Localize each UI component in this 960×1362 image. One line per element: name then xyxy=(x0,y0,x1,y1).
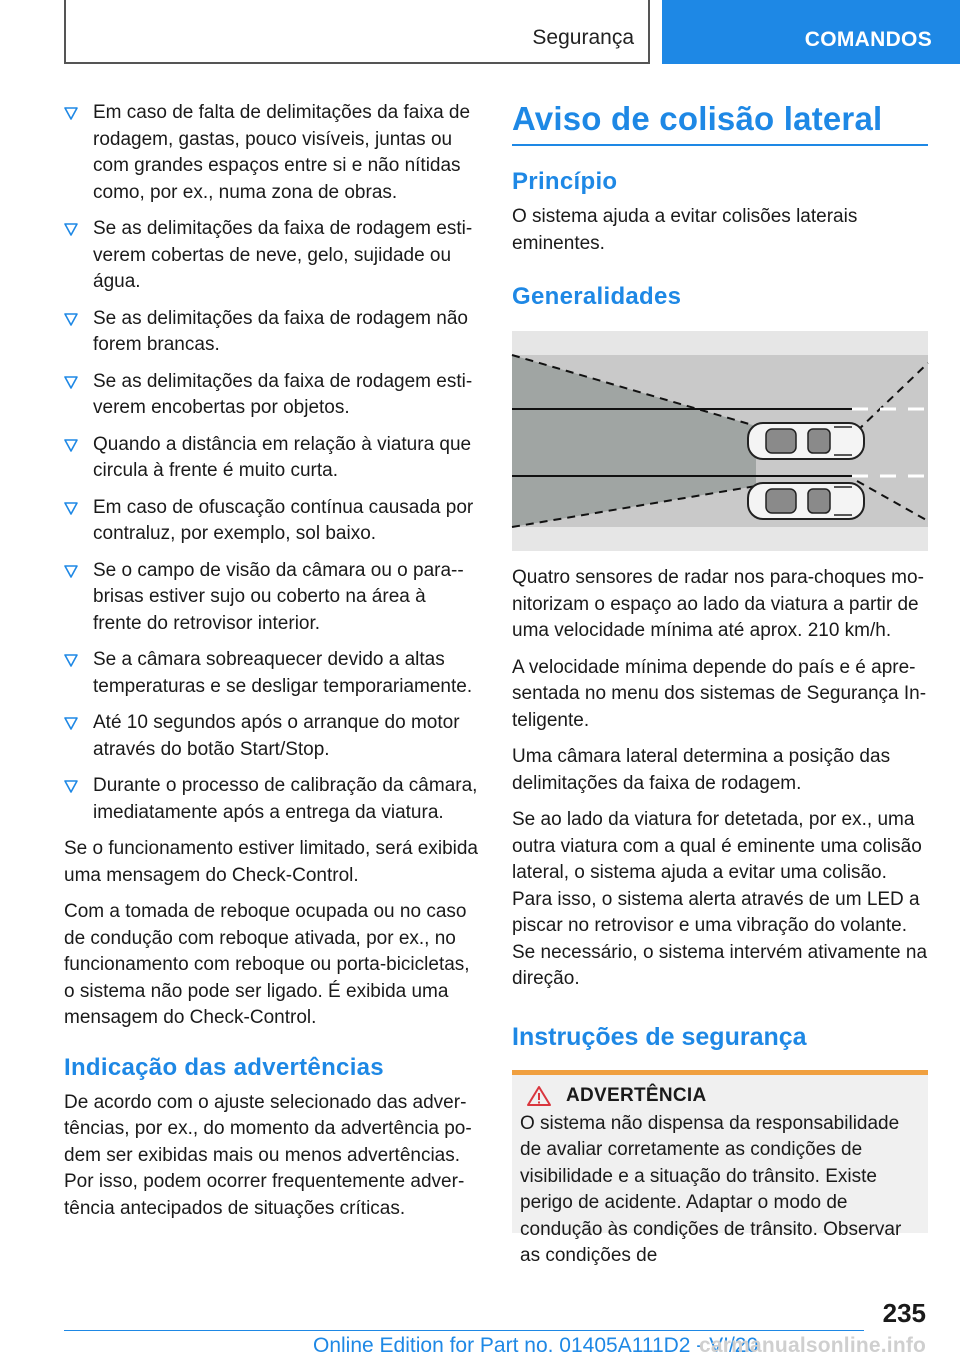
bullet-triangle-icon xyxy=(64,439,78,452)
warning-text: O sistema não dispensa da responsabilidade de avaliar corretamente as condições de visibilidade e a situação do trânsito. Existe perigo de acidente. Adaptar o modo de condução às condições de trânsito. Observar as condições de xyxy=(520,1112,902,1266)
list-item xyxy=(64,558,478,638)
list-item-text: Se as delimitações da faixa de rodagem não forem brancas. xyxy=(93,307,468,355)
watermark: carmanualsonline.info xyxy=(699,1334,927,1357)
bullet-triangle-icon xyxy=(64,565,78,578)
list-item-text: Se o campo de visão da câmara ou o para-‐brisas estiver sujo ou coberto na área à frente do retrovisor interior. xyxy=(93,559,464,634)
warning-title: ADVERTÊNCIA xyxy=(566,1084,707,1106)
left-column xyxy=(64,100,478,1232)
car-lower xyxy=(748,483,864,519)
list-item-text: Se as delimitações da faixa de rodagem estiverem cobertas de neve, gelo, sujidade ou água. xyxy=(93,218,473,292)
section-title: Aviso de colisão lateral xyxy=(512,100,928,146)
page-number: 235 xyxy=(882,1298,926,1328)
list-item xyxy=(64,432,478,485)
bullet-triangle-icon xyxy=(64,780,78,793)
principle-paragraph: O sistema ajuda a evitar colisões laterais eminentes. xyxy=(512,206,858,254)
header-chapter-tab[interactable] xyxy=(662,0,960,64)
bullet-triangle-icon xyxy=(64,107,78,120)
bullet-triangle-icon xyxy=(64,502,78,515)
right-column xyxy=(512,100,928,1266)
header-section-title: Segurança xyxy=(532,26,634,49)
bullet-triangle-icon xyxy=(64,313,78,326)
radar-paragraph: Quatro sensores de radar nos para-choques monitorizam o espaço ao lado da viatura a partir de uma velocidade mínima até aprox. 210 km/h. xyxy=(512,567,924,641)
list-item xyxy=(64,100,478,206)
list-item xyxy=(64,495,478,548)
collision-paragraph: Se ao lado da viatura for detetada, por ex., uma outra viatura com a qual é eminente uma colisão lateral, o sistema ajuda a evitar uma colisão. Para isso, o sistema alerta através de um LED a piscar no retrovisor e uma vibração do volante. Se necessário, o sistema intervém ativamente na direção. xyxy=(512,809,928,989)
list-item xyxy=(64,773,478,826)
warnings-paragraph: De acordo com o ajuste selecionado das advertências, por ex., do momento da advertência podem ser exibidas mais ou menos advertências. Por isso, podem ocorrer frequentemente advertência antecipados de situações críticas. xyxy=(64,1091,472,1219)
bullet-triangle-icon xyxy=(64,376,78,389)
header-section-box xyxy=(64,0,650,64)
speed-paragraph: A velocidade mínima depende do país e é apresentada no menu dos sistemas de Segurança Inteligente. xyxy=(512,656,927,731)
principle-heading: Princípio xyxy=(512,168,618,195)
header-chapter-label: COMANDOS xyxy=(804,28,932,51)
footer-rule xyxy=(64,1330,864,1331)
list-item-text: Até 10 segundos após o arranque do motor através do botão Start/Stop. xyxy=(93,712,460,760)
bullet-triangle-icon xyxy=(64,717,78,730)
safety-heading: Instruções de segurança xyxy=(512,1022,807,1051)
list-item-text: Se a câmara sobreaquecer devido a altas temperaturas e se desligar temporariamente. xyxy=(93,649,473,697)
list-item xyxy=(64,216,478,296)
bullet-triangle-icon xyxy=(64,223,78,236)
list-item xyxy=(64,369,478,422)
general-heading: Generalidades xyxy=(512,283,682,310)
list-item-text: Se as delimitações da faixa de rodagem estiverem encobertas por objetos. xyxy=(93,370,473,418)
list-item xyxy=(64,710,478,763)
list-item-text: Em caso de falta de delimitações da faixa de rodagem, gastas, pouco visíveis, juntas ou com grandes espaços entre si e não nítidas como, por ex., numa zona de obras. xyxy=(93,102,471,203)
warning-title-row xyxy=(520,1085,920,1107)
list-item-text: Quando a distância em relação à viatura que circula à frente é muito curta. xyxy=(93,433,472,481)
car-upper xyxy=(748,423,864,459)
camera-paragraph: Uma câmara lateral determina a posição das delimitações da faixa de rodagem. xyxy=(512,746,891,794)
lane-diagram-illustration xyxy=(512,331,928,551)
list-item xyxy=(64,306,478,359)
warning-box xyxy=(512,1075,928,1266)
list-item xyxy=(64,647,478,700)
warning-triangle-icon xyxy=(526,1085,552,1107)
footer-edition: Online Edition for Part no. 01405A111D2 - VI/20 xyxy=(313,1334,759,1357)
list-item-text: Em caso de ofuscação contínua causada por contraluz, por exemplo, sol baixo. xyxy=(93,496,474,544)
list-item-text: Durante o processo de calibração da câmara, imediatamente após a entrega da viatura. xyxy=(93,775,478,823)
limited-function-paragraph: Se o funcionamento estiver limitado, será exibida uma mensagem do Check-Control. xyxy=(64,838,479,886)
limitations-list xyxy=(64,100,478,826)
warnings-heading: Indicação das advertências xyxy=(64,1053,384,1081)
trailer-paragraph: Com a tomada de reboque ocupada ou no caso de condução com reboque ativada, por ex., no funcionamento com reboque ou porta-bicicletas, o sistema não pode ser ligado. É exibida uma mensagem do Check-Control. xyxy=(64,901,470,1028)
bullet-triangle-icon xyxy=(64,654,78,667)
